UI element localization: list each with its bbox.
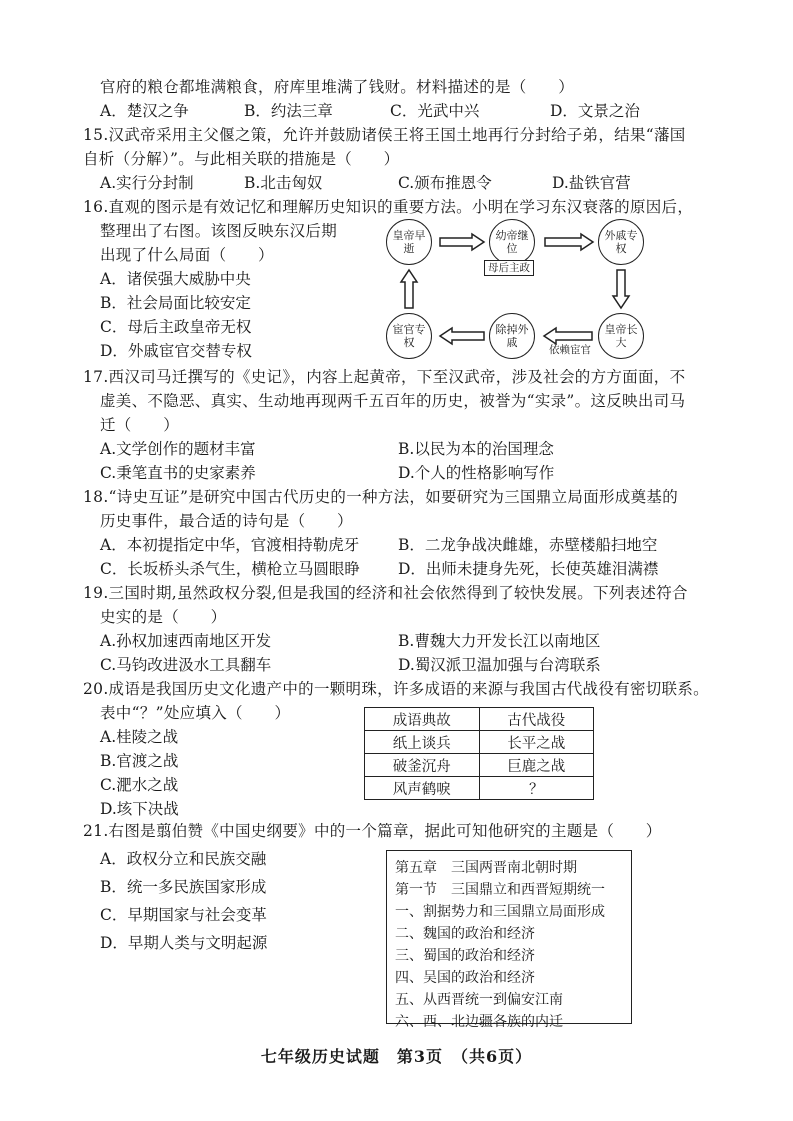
q20-option-b: B.官渡之战 xyxy=(100,752,179,770)
q14-option-d: D．文景之治 xyxy=(550,102,640,120)
syllabus-line: 一、割据势力和三国鼎立局面形成 xyxy=(395,904,605,920)
q16-option-c: C．母后主政皇帝无权 xyxy=(100,318,252,336)
q14-stem-tail: 官府的粮仓都堆满粮食，府库里堆满了钱财。材料描述的是（ ） xyxy=(100,78,575,96)
q15-stem-line1: 15.汉武帝采用主父偃之策，允许并鼓励诸侯王将王国土地再行分封给子弟，结果“藩国 xyxy=(83,126,686,144)
q18-option-d: D．出师未捷身先死，长使英雄泪满襟 xyxy=(398,560,659,578)
q20-stem-line1: 20.成语是我国历史文化遗产中的一颗明珠，许多成语的来源与我国古代战役有密切联系。 xyxy=(83,680,709,698)
syllabus-line: 六、西、北边疆各族的内迁 xyxy=(395,1014,563,1030)
q19-option-b: B.曹魏大力开发长江以南地区 xyxy=(398,632,601,650)
table-cell: 风声鹤唳 xyxy=(365,777,480,800)
q20-stem-line2: 表中“？”处应填入（ ） xyxy=(100,704,291,722)
q17-option-a: A.文学创作的题材丰富 xyxy=(100,440,256,458)
q16-option-a: A．诸侯强大威胁中央 xyxy=(100,270,251,288)
q15-option-b: B.北击匈奴 xyxy=(244,174,323,192)
q16-stem-line3: 出现了什么局面（ ） xyxy=(100,246,274,264)
arrow-down-icon xyxy=(611,268,631,310)
q21-stem-line1: 21.右图是翦伯赞《中国史纲要》中的一个篇章，据此可知他研究的主题是（ ） xyxy=(83,822,662,840)
q15-option-c: C.颁布推恩令 xyxy=(398,174,492,192)
q20-option-a: A.桂陵之战 xyxy=(100,728,179,746)
flow-node-eunuch-power: 宦官专权 xyxy=(386,313,432,359)
table-cell: 破釜沉舟 xyxy=(365,754,480,777)
syllabus-line: 二、魏国的政治和经济 xyxy=(395,926,535,942)
q19-option-d: D.蜀汉派卫温加强与台湾联系 xyxy=(398,656,601,674)
flow-node-remove-consort-clan: 除掉外戚 xyxy=(489,313,535,359)
syllabus-line: 三、蜀国的政治和经济 xyxy=(395,948,535,964)
syllabus-line: 五、从西晋统一到偏安江南 xyxy=(395,992,563,1008)
syllabus-box xyxy=(386,850,632,1030)
q21-option-c: C．早期国家与社会变革 xyxy=(100,906,267,924)
q15-option-a: A.实行分封制 xyxy=(100,174,194,192)
q19-option-c: C.马钧改进汲水工具翻车 xyxy=(100,656,272,674)
q17-option-d: D.个人的性格影响写作 xyxy=(398,464,555,482)
table-row xyxy=(365,754,594,777)
q16-option-d: D．外戚宦官交替专权 xyxy=(100,342,252,360)
table-cell: 巨鹿之战 xyxy=(479,754,594,777)
arrow-left-icon xyxy=(438,326,486,346)
q17-option-b: B.以民为本的治国理念 xyxy=(398,440,554,458)
table-row xyxy=(365,731,594,754)
syllabus-line: 第五章 三国两晋南北朝时期 xyxy=(395,860,577,876)
flow-label-rely-eunuchs: 依赖宦官 xyxy=(546,343,594,357)
flow-node-consort-clan-power: 外戚专权 xyxy=(598,219,644,265)
syllabus-line: 第一节 三国鼎立和西晋短期统一 xyxy=(395,882,605,898)
table-header-battle: 古代战役 xyxy=(479,708,594,731)
table-row xyxy=(365,777,594,800)
q17-stem-line3: 迁（ ） xyxy=(100,416,180,434)
arrow-left-icon xyxy=(542,326,594,346)
arrow-right-icon xyxy=(543,232,595,252)
q21-option-b: B．统一多民族国家形成 xyxy=(100,878,267,896)
q17-option-c: C.秉笔直书的史家素养 xyxy=(100,464,256,482)
q19-stem-line1: 19.三国时期,虽然政权分裂,但是我国的经济和社会依然得到了较快发展。下列表述符合 xyxy=(83,584,688,602)
q21-option-a: A．政权分立和民族交融 xyxy=(100,850,267,868)
q15-option-d: D.盐铁官营 xyxy=(552,174,631,192)
q16-stem-line1: 16.直观的图示是有效记忆和理解历史知识的重要方法。小明在学习东汉衰落的原因后， xyxy=(83,198,694,216)
q17-stem-line1: 17.西汉司马迁撰写的《史记》，内容上起黄帝，下至汉武帝，涉及社会的方方面面，不 xyxy=(83,368,686,386)
table-cell: ？ xyxy=(479,777,594,800)
q15-stem-line2: 自析（分解）”。与此相关联的措施是（ ） xyxy=(83,150,400,168)
q14-option-c: C．光武中兴 xyxy=(390,102,480,120)
flow-label-mother-regent: 母后主政 xyxy=(484,260,534,276)
q20-option-d: D.垓下决战 xyxy=(100,800,179,818)
flow-node-emperor-early-death: 皇帝早逝 xyxy=(386,219,432,265)
table-header-idiom: 成语典故 xyxy=(365,708,480,731)
idiom-battle-table xyxy=(364,707,594,800)
q20-option-c: C.淝水之战 xyxy=(100,776,179,794)
q21-option-d: D．早期人类与文明起源 xyxy=(100,934,268,952)
q19-stem-line2: 史实的是（ ） xyxy=(100,608,227,626)
q19-option-a: A.孙权加速西南地区开发 xyxy=(100,632,272,650)
q18-stem-line2: 历史事件，最合适的诗句是（ ） xyxy=(100,512,353,530)
q18-option-c: C．长坂桥头杀气生，横枪立马圆眼睁 xyxy=(100,560,360,578)
q14-option-a: A．楚汉之争 xyxy=(100,102,189,120)
q18-option-a: A．本初提指定中华，官渡相持勒虎牙 xyxy=(100,536,360,554)
arrow-up-icon xyxy=(399,268,419,310)
table-cell: 长平之战 xyxy=(479,731,594,754)
flow-node-emperor-grown: 皇帝长大 xyxy=(598,313,644,359)
q16-option-b: B．社会局面比较安定 xyxy=(100,294,251,312)
table-cell: 纸上谈兵 xyxy=(365,731,480,754)
q18-option-b: B．二龙争战决雌雄，赤壁楼船扫地空 xyxy=(398,536,658,554)
q16-stem-line2: 整理出了右图。该图反映东汉后期 xyxy=(100,222,338,240)
q14-option-b: B．约法三章 xyxy=(244,102,333,120)
q17-stem-line2: 虚美、不隐恶、真实、生动地再现两千五百年的历史，被誉为“实录”。这反映出司马 xyxy=(100,392,686,410)
flow-node-young-emperor: 幼帝继位 xyxy=(489,219,535,265)
page-footer: 七年级历史试题 第3页 （共6页） xyxy=(260,1047,533,1066)
arrow-right-icon xyxy=(438,232,486,252)
table-header-row xyxy=(365,708,594,731)
q18-stem-line1: 18.“诗史互证”是研究中国古代历史的一种方法，如要研究为三国鼎立局面形成奠基的 xyxy=(83,488,679,506)
syllabus-line: 四、吴国的政治和经济 xyxy=(395,970,535,986)
